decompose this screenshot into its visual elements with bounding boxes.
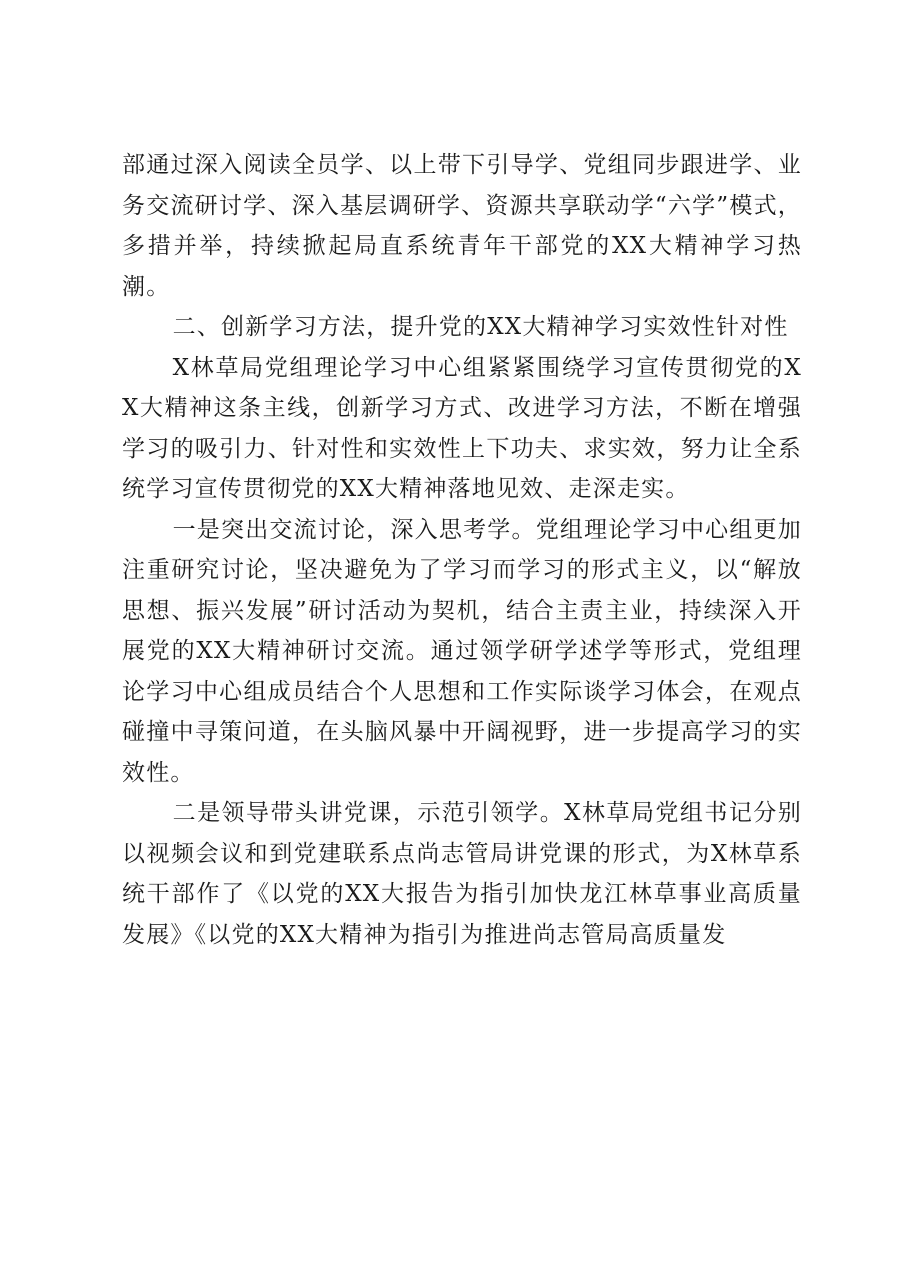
paragraph-point-two: 二是领导带头讲党课，示范引领学。X林草局党组书记分别以视频会议和到党建联系点尚志管局讲党课的形式，为X林草系统干部作了《以党的XX大报告为指引加快龙江林草事业高质量发展》《以党的XX大精神为指引为推进尚志管局高质量发 (122, 800, 802, 948)
paragraph-section-intro: X林草局党组理论学习中心组紧紧围绕学习宣传贯彻党的XX大精神这条主线，创新学习方式、改进学习方法，不断在增强学习的吸引力、针对性和实效性上下功夫、求实效，努力让全系统学习宣传贯彻党的XX大精神落地见效、走深走实。 (122, 354, 802, 502)
section-heading: 二、创新学习方法，提升党的XX大精神学习实效性针对性 (172, 314, 789, 340)
paragraph-point-one: 一是突出交流讨论，深入思考学。党组理论学习中心组更加注重研究讨论，坚决避免为了学习而学习的形式主义，以“解放思想、振兴发展”研讨活动为契机，结合主责主业，持续深入开展党的XX大精神研讨交流。通过领学研学述学等形式，党组理论学习中心组成员结合个人思想和工作实际谈学习体会，在观点碰撞中寻策问道，在头脑风暴中开阔视野，进一步提高学习的实效性。 (122, 516, 802, 786)
document-body (122, 145, 802, 955)
paragraph-continued: 部通过深入阅读全员学、以上带下引导学、党组同步跟进学、业务交流研讨学、深入基层调研学、资源共享联动学“六学”模式，多措并举，持续掀起局直系统青年干部党的XX大精神学习热潮。 (122, 152, 802, 300)
